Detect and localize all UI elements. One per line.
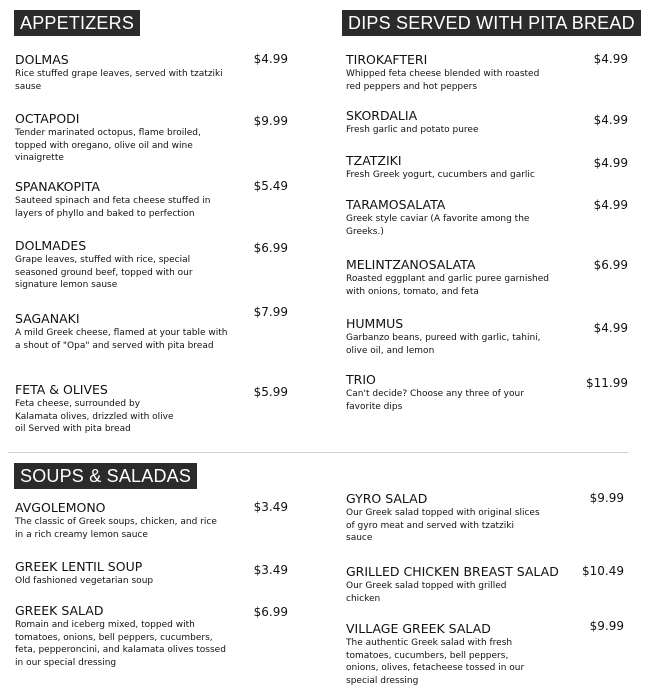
item-price: $6.99	[253, 605, 288, 619]
item-price: $11.99	[586, 376, 628, 390]
item-name: TRIO	[346, 372, 376, 387]
item-description: The classic of Greek soups, chicken, and rice in a rich creamy lemon sauce	[15, 517, 217, 540]
item-description: A mild Greek cheese, flamed at your table with a shout of "Opa" and served with pita bread	[15, 328, 228, 351]
item-name: VILLAGE GREEK SALAD	[346, 621, 491, 636]
item-description: Garbanzo beans, pureed with garlic, tahini, olive oil, and lemon	[346, 333, 541, 356]
item-name: GREEK LENTIL SOUP	[15, 559, 143, 574]
item-name: SKORDALIA	[346, 108, 418, 123]
item-name: DOLMADES	[15, 238, 87, 253]
item-name: TARAMOSALATA	[346, 197, 446, 212]
item-name: TZATZIKI	[346, 153, 402, 168]
item-price: $4.99	[253, 52, 288, 66]
item-name: GYRO SALAD	[346, 491, 428, 506]
item-price: $4.99	[593, 198, 628, 212]
item-name: OCTAPODI	[15, 111, 80, 126]
item-price: $4.99	[593, 156, 628, 170]
item-description: Our Greek salad topped with original slices of gyro meat and served with tzatziki sauce	[346, 508, 540, 543]
item-name: TIROKAFTERI	[346, 52, 428, 67]
item-name: GREEK SALAD	[15, 603, 104, 618]
item-price: $6.99	[253, 241, 288, 255]
item-price: $4.99	[593, 113, 628, 127]
item-description: Fresh Greek yogurt, cucumbers and garlic	[346, 170, 535, 180]
item-price: $10.49	[582, 564, 624, 578]
item-description: Our Greek salad topped with grilled chicken	[346, 581, 507, 604]
item-price: $5.99	[253, 385, 288, 399]
item-name: HUMMUS	[346, 316, 404, 331]
item-name: SPANAKOPITA	[15, 179, 100, 194]
item-price: $5.49	[253, 179, 288, 193]
item-price: $9.99	[253, 114, 288, 128]
item-description: Roasted eggplant and garlic puree garnished with onions, tomato, and feta	[346, 274, 549, 297]
item-price: $3.49	[253, 500, 288, 514]
item-price: $3.49	[253, 563, 288, 577]
item-price: $4.99	[593, 321, 628, 335]
item-description: Rice stuffed grape leaves, served with tzatziki sause	[15, 69, 223, 92]
appetizers-heading: APPETIZERS	[14, 10, 140, 36]
item-price: $9.99	[589, 491, 624, 505]
item-description: Tender marinated octopus, flame broiled, topped with oregano, olive oil and wine vinaigrette	[15, 128, 201, 163]
item-description: Romain and iceberg mixed, topped with tomatoes, onions, bell peppers, cucumbers, feta, pepperoncini, and kalamata olives tossed in our special dressing	[15, 620, 226, 668]
item-description: Greek style caviar (A favorite among the Greeks.)	[346, 214, 530, 237]
item-name: FETA & OLIVES	[15, 382, 108, 397]
dips-heading: DIPS SERVED WITH PITA BREAD	[342, 10, 641, 36]
item-name: DOLMAS	[15, 52, 69, 67]
item-name: SAGANAKI	[15, 311, 80, 326]
item-price: $4.99	[593, 52, 628, 66]
item-price: $6.99	[593, 258, 628, 272]
item-name: AVGOLEMONO	[15, 500, 106, 515]
item-description: Can't decide? Choose any three of your favorite dips	[346, 389, 524, 412]
item-description: Old fashioned vegetarian soup	[15, 576, 154, 586]
section-divider	[8, 452, 628, 453]
item-price: $7.99	[253, 305, 288, 319]
item-description: Whipped feta cheese blended with roasted red peppers and hot peppers	[346, 69, 540, 92]
item-description: Fresh garlic and potato puree	[346, 125, 479, 135]
soups-salads-heading: SOUPS & SALADAS	[14, 463, 197, 489]
item-description: The authentic Greek salad with fresh tomatoes, cucumbers, bell peppers, onions, olives, fetacheese tossed in our special dressing	[346, 638, 525, 686]
item-name: MELINTZANOSALATA	[346, 257, 476, 272]
item-description: Feta cheese, surrounded by Kalamata olives, drizzled with olive oil Served with pita bread	[15, 399, 174, 434]
item-name: GRILLED CHICKEN BREAST SALAD	[346, 564, 559, 579]
item-price: $9.99	[589, 619, 624, 633]
item-description: Sauteed spinach and feta cheese stuffed in layers of phyllo and baked to perfection	[15, 196, 211, 219]
item-description: Grape leaves, stuffed with rice, special seasoned ground beef, topped with our signature lemon sause	[15, 255, 193, 290]
